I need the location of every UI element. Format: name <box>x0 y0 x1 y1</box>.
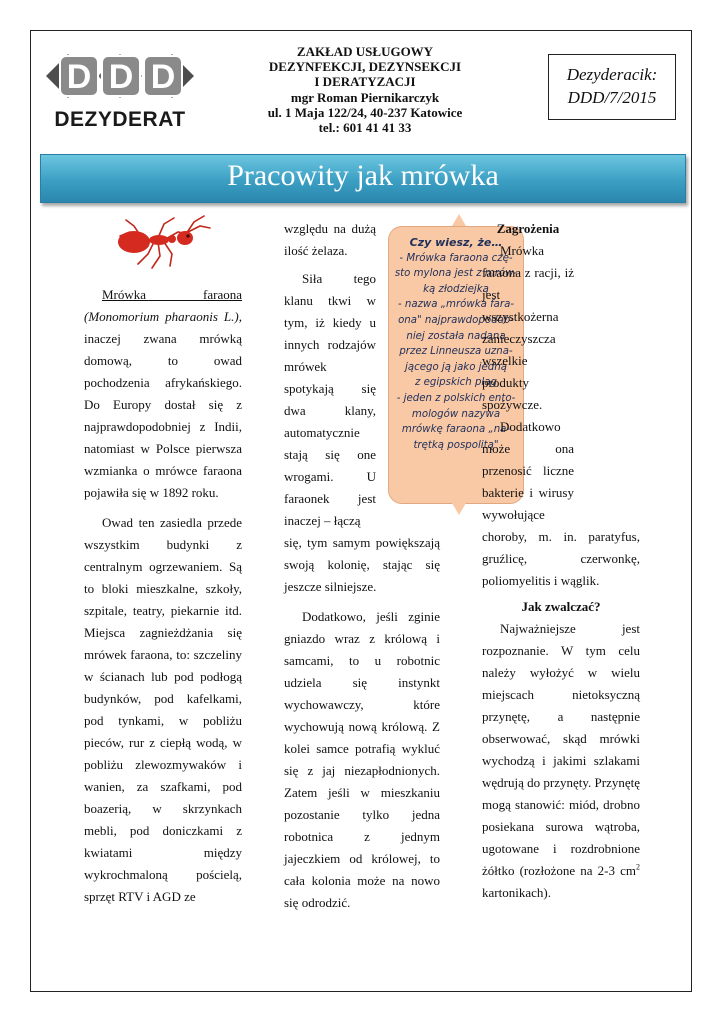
company-line: ZAKŁAD USŁUGOWY <box>296 44 434 59</box>
company-header <box>240 44 490 135</box>
title-banner <box>40 154 686 203</box>
column-1 <box>84 284 242 908</box>
company-line: DEZYNFEKCJI, DEZYNSEKCJI <box>268 59 462 75</box>
company-phone: tel.: 601 41 41 33 <box>318 120 412 136</box>
page-title: Pracowity jak mrówka <box>227 159 499 192</box>
control-end: kartonikach). <box>482 885 551 900</box>
column-3 <box>482 218 640 904</box>
infobox-line: niej została nadana <box>406 330 506 342</box>
habitat-paragraph: Owad ten zasiedla przede wszystkim budynki z centralnym ogrzewaniem. Są to bloki mieszkalne, szkoły, szpitale, teatry, piekarnie itd. Miejsca zagnieżdżania się mrówek faraona, to: szczeliny w ścianach lub pod podłogą budynków, pod kafelkami, pod tynkami, w pobliżu pieców, rur z ciepłą wodą, w pobliżu zlewozmywaków i wanien, za szafkami, pod boazerią, w skrzynkach mebli, pod doniczkami z kwiatami między wykrochmaloną pościelą, sprzęt RTV i AGD ze <box>84 515 242 904</box>
col2-text: się, tym samym powiększają swoją kolonię, stając się jeszcze silniejsze. <box>284 535 440 594</box>
infobox-line: - nazwa „mrówka fara- <box>397 299 515 311</box>
intro-paragraph <box>84 284 242 504</box>
infobox-notch-top <box>452 214 466 226</box>
logo-letter-1: D <box>66 58 92 96</box>
superscript: 2 <box>636 862 640 872</box>
infobox-line: sto mylona jest z mrów- <box>394 268 518 280</box>
infobox-line: z egipskich plag <box>415 377 497 389</box>
col2-text: względu na dużą ilość żelaza. <box>284 221 376 258</box>
logo-letter-2: D <box>108 58 134 96</box>
threats-text: Mrówka faraona z racji, iż jest wszystkożerna zanieczyszcza wszelkie produkty spożywcze. <box>482 243 574 412</box>
infobox-line: trętką pospolitą" <box>413 439 499 451</box>
threats-heading: Zagrożenia <box>496 221 560 236</box>
issue-label: Dezyderacik: <box>566 65 658 84</box>
infobox-line: - jeden z polskich ento- <box>396 392 516 404</box>
infobox-line: mrówkę faraona „na- <box>401 424 511 436</box>
logo-wordmark: DEZYDERAT <box>54 108 186 131</box>
company-line: mgr Roman Piernikarczyk <box>290 89 440 105</box>
infobox-title: Czy wiesz, że… <box>409 236 503 249</box>
infobox-line: przez Linneusza uzna- <box>399 346 513 358</box>
logo-letter-3: D <box>150 58 176 96</box>
infobox-line: ką złodziejką <box>423 283 489 295</box>
issue-number: DDD/7/2015 <box>567 88 657 107</box>
control-text <box>482 618 640 904</box>
infobox-line: jącego ją jako jedną <box>405 361 507 373</box>
infobox-line: ona" najprawdopodob- <box>398 314 514 326</box>
infobox-line: - Mrówka faraona czę- <box>399 252 513 264</box>
ant-icon <box>112 212 212 270</box>
company-address: ul. 1 Maja 122/24, 40-237 Katowice <box>267 104 463 120</box>
company-line: I DERATYZACJI <box>314 74 416 90</box>
threats-text: choroby, m. in. paratyfus, gruźlicę, czerwonkę, poliomyelitis i wąglik. <box>482 529 640 588</box>
issue-box <box>548 54 676 120</box>
control-heading: Jak zwalczać? <box>521 599 601 614</box>
infobox-line: mologów nazywa <box>411 408 501 420</box>
col2-text: Dodatkowo, jeśli zginie gniazdo wraz z królową i samcami, to u robotnic udziela się instynkt wychowawczy, które wychowują nową królową. Z kolei samce potrafią wykluć się z jaj niezapłodnionych. Zatem jeśli w mieszkaniu pozostanie tylko jedna robotnica z jednym jajeczkiem od królowej, to cała kolonia może na nowo się odrodzić. <box>284 609 440 910</box>
col2-text: Siła tego klanu tkwi w tym, iż kiedy u innych rodzajów mrówek spotykają się dwa klany, automatycznie stają się one wrogami. U faraonek jest inaczej – łączą <box>284 271 376 528</box>
intro-text: inaczej zwana mrówką domową, to owad pochodzenia afrykańskiego. Do Europy dostał się z najprawdopodobniej z Indii, natomiast w Polsce pierwsza wzmianka o mrówce faraona pojawiła się w 1892 roku. <box>84 331 242 500</box>
infobox-notch-bottom <box>452 503 466 515</box>
threats-text: Dodatkowo może ona przenosić liczne bakterie i wirusy wywołujące <box>482 419 574 522</box>
species-latin: (Monomorium pharaonis L.), <box>84 309 242 324</box>
species-name: Mrówka faraona <box>102 287 242 302</box>
control-body: Najważniejsze jest rozpoznanie. W tym celu należy wyłożyć w wielu miejscach nietoksyczną przynętę, a następnie obserwować, skąd mrówki wychodzą i jakimi szlakami wędrują do przynęty. Przynętę mogą stanowić: miód, drobno posiekana surowa wątroba, ugotowane i rozdrobnione żółtko (rozłożone na 2-3 cm <box>482 621 640 878</box>
